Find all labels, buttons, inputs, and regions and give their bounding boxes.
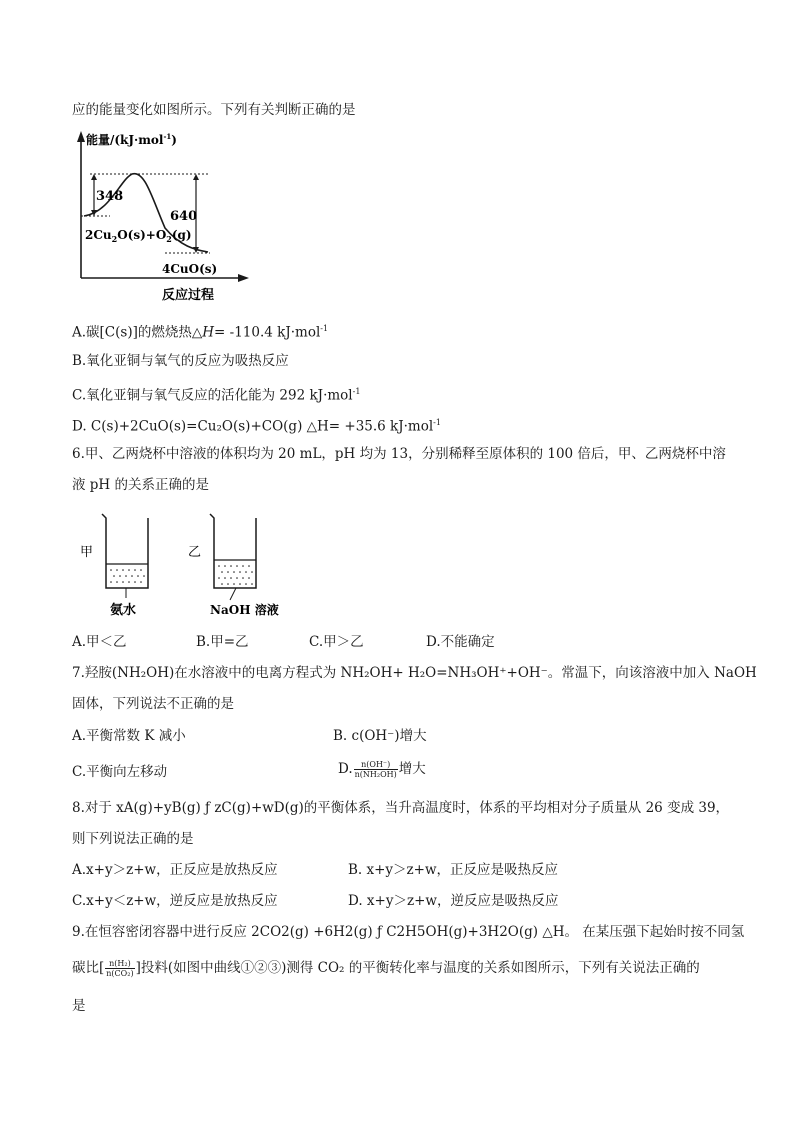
q5-option-c: C.氧化亚铜与氧气反应的活化能为 292 kJ·mol$^{-1}$ [72,387,361,404]
x-axis-arrow [238,274,249,282]
beaker-b-label: 乙 [188,545,202,560]
q7-stem-line2: 固体，下列说法不正确的是 [72,696,234,712]
q9-stem-line3: 是 [72,998,86,1014]
q7-option-a: A.平衡常数 K 减小 [72,728,186,744]
q8-stem-line1: 8.对于 xA(g)+yB(g) ƒ zC(g)+wD(g)的平衡体系，当升高温度时，体系的平均相对分子质量从 26 变成 39， [72,800,730,816]
beaker-a-sublabel: 氨水 [110,603,137,618]
q8-option-b: B. x+y＞z+w，正反应是吸热反应 [348,862,559,878]
q5-option-b: B.氧化亚铜与氧气的反应为吸热反应 [72,353,289,369]
beaker-a-liquid [110,569,145,583]
q7-option-b: B. c(OH⁻)增大 [333,728,427,744]
q5-option-a: A.碳[C(s)]的燃烧热△H= -110.4 kJ·mol$^{-1}$ [72,324,329,341]
label-348: 348 [96,189,124,204]
beaker-b [210,514,256,588]
q9-stem-line1: 9.在恒容密闭容器中进行反应 2CO2(g) +6H2(g) ƒ C2H5OH(g)+3H2O(g) △H。 在某压强下起始时按不同氢 [72,924,745,940]
q6-option-a: A.甲＜乙 [72,634,127,650]
reactant-label: $2Cu_2O(s)+O_2(g)$ [85,228,192,244]
product-label: 4CuO(s) [162,262,218,276]
q7-option-c: C.平衡向左移动 [72,764,168,780]
beaker-a-label: 甲 [80,545,94,560]
q7-stem-line1: 7.羟胺(NH₂OH)在水溶液中的电离方程式为 NH₂OH+ H₂O=NH₃OH⁺+OH⁻。常温下，向该溶液中加入 NaOH [72,665,757,681]
q6-stem-line1: 6.甲、乙两烧杯中溶液的体积均为 20 mL，pH 均为 13，分别稀释至原体积的 100 倍后，甲、乙两烧杯中溶 [72,446,726,462]
q7-option-d: D. $\frac{n(OH^-)}{\text{n(NH₂OH)}}$ 增大 [338,760,426,779]
label-640: 640 [170,209,198,224]
q8-stem-line2: 则下列说法正确的是 [72,831,194,847]
q5-option-d: D. C(s)+2CuO(s)=Cu₂O(s)+CO(g) △H= +35.6 kJ·mol$^{-1}$ [72,418,441,435]
energy-diagram [70,128,250,303]
beaker-figure [76,508,306,620]
beaker-b-sublabel: NaOH 溶液 [210,603,279,617]
q7-option-d-fraction: $\frac{n(OH^-)}{\text{n(NH₂OH)}}$ [354,760,397,779]
beaker-a [102,514,148,588]
q9-hydrogen-carbon-ratio: $\frac{\text{n(H₂)}}{\text{n(CO₂)}}$ [106,959,134,978]
q8-option-a: A.x+y＞z+w，正反应是放热反应 [72,862,278,878]
x-axis-label: 反应过程 [162,288,215,303]
q6-option-d: D.不能确定 [426,634,495,650]
q6-stem-line2: 液 pH 的关系正确的是 [72,477,209,493]
q8-option-d: D. x+y＞z+w，逆反应是吸热反应 [348,893,559,909]
intro-line: 应的能量变化如图所示。下列有关判断正确的是 [72,102,356,118]
y-axis-label: 能量/(kJ·mol$^{-1}$) [86,132,177,147]
q6-option-c: C.甲＞乙 [309,634,364,650]
beaker-b-liquid [218,565,253,585]
y-axis-arrow [77,131,85,142]
q9-stem-line2: 碳比[ $\frac{\text{n(H₂)}}{\text{n(CO₂)}}$ ]投料(如图中曲线①②③)测得 CO₂ 的平衡转化率与温度的关系如图所示，下列有关说法正确的 [72,959,700,978]
q8-option-c: C.x+y＜z+w，逆反应是放热反应 [72,893,278,909]
q6-option-b: B.甲=乙 [196,634,249,650]
